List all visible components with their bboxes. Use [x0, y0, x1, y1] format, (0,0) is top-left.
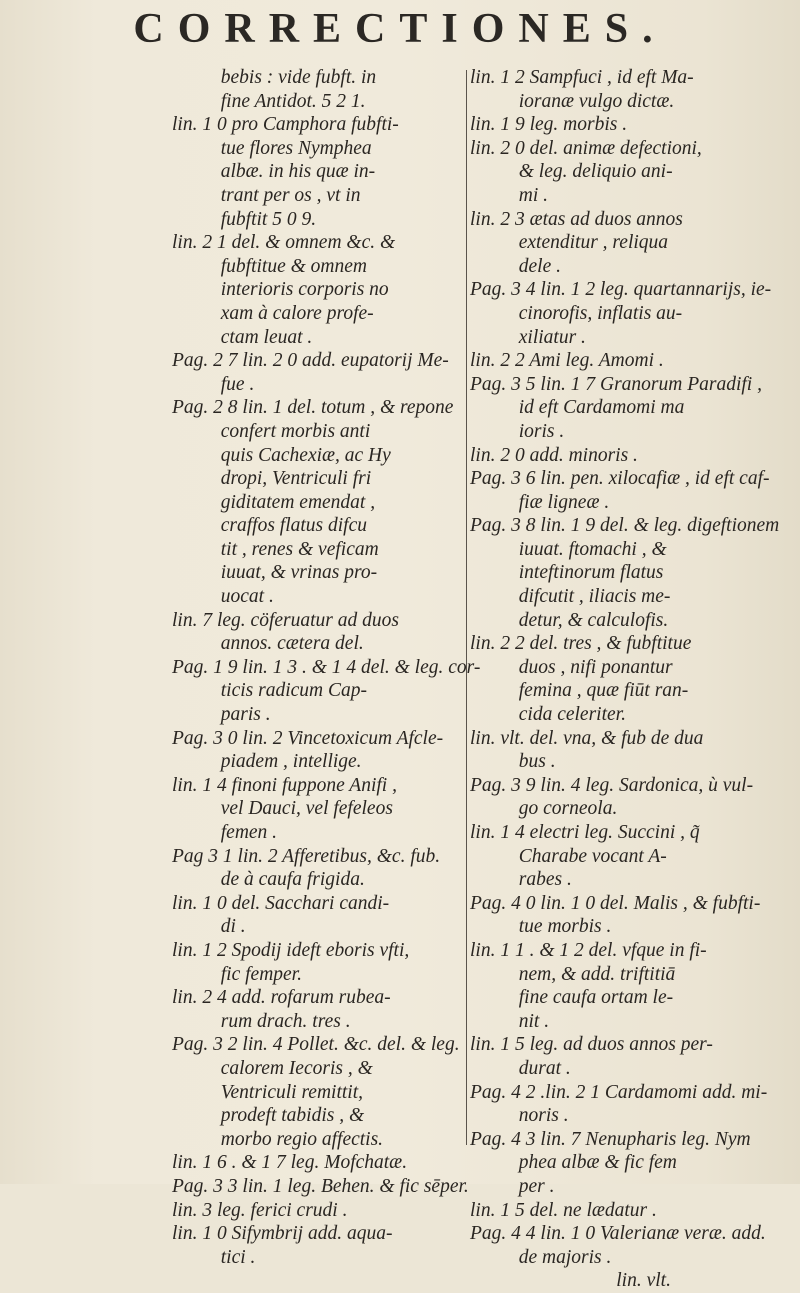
correction-line: paris .: [172, 704, 271, 726]
correction-line: lin. 2 2 Ami leg. Amomi .: [470, 350, 664, 372]
correction-line: prodeft tabidis , &: [172, 1105, 365, 1127]
correction-line: craffos flatus difcu: [172, 515, 367, 537]
correction-line: xiliatur .: [470, 326, 586, 348]
correction-line: extenditur , reliqua: [470, 232, 669, 254]
correction-line: rabes .: [470, 869, 572, 891]
correction-line: piadem , intellige.: [172, 751, 362, 773]
correction-line: Pag. 1 9 lin. 1 3 . & 1 4 del. & leg. cor-: [172, 656, 481, 678]
correction-line: trant per os , vt in: [172, 184, 361, 206]
correction-line: lin. 2 0 add. minoris .: [470, 444, 638, 466]
correction-line: lin. 2 3 ætas ad duos annos: [470, 208, 683, 230]
correction-line: Pag. 3 0 lin. 2 Vincetoxicum Afcle-: [172, 727, 444, 749]
correction-line: tue flores Nymphea: [172, 137, 372, 159]
correction-line: fue .: [172, 373, 255, 395]
correction-line: per .: [470, 1175, 555, 1197]
correction-line: Pag. 4 4 lin. 1 0 Valerianæ veræ. add.: [470, 1223, 766, 1245]
correction-line: Pag. 3 3 lin. 1 leg. Behen. & fic sēper.: [172, 1175, 469, 1197]
correction-line: lin. 1 4 electri leg. Succini , q̃: [470, 822, 700, 843]
correction-line: Pag. 3 4 lin. 1 2 leg. quartannarijs, ie-: [470, 279, 772, 301]
correction-line: Pag. 3 9 lin. 4 leg. Sardonica, ù vul-: [470, 774, 754, 796]
correction-line: bus .: [470, 751, 556, 773]
correction-line: lin. 1 5 del. ne lædatur .: [470, 1199, 657, 1221]
correction-line: ioris .: [470, 420, 565, 442]
correction-line: iuuat, & vrinas pro-: [172, 562, 378, 584]
correction-line: iuuat. ftomachi , &: [470, 538, 667, 560]
correction-line: femina , quæ fiūt ran-: [470, 680, 689, 702]
correction-line: Pag. 3 2 lin. 4 Pollet. &c. del. & leg.: [172, 1034, 460, 1056]
correction-line: lin. 2 2 del. tres , & fubftitue: [470, 633, 692, 655]
correction-line: tit , renes & veficam: [172, 538, 379, 560]
correction-line: calorem Iecoris , &: [172, 1057, 373, 1079]
right-column: [470, 66, 780, 1293]
correction-line: durat .: [470, 1057, 571, 1079]
correction-line: lin. vlt.: [470, 1270, 671, 1292]
correction-line: confert morbis anti: [172, 420, 371, 442]
correction-line: bebis : vide fubft. in: [172, 67, 377, 88]
correction-line: lin. 7 leg. cöferuatur ad duos: [172, 609, 399, 631]
correction-line: lin. 3 leg. ferici crudi .: [172, 1199, 348, 1221]
correction-line: fubftitue & omnem: [172, 255, 367, 277]
correction-line: lin. 1 1 . & 1 2 del. vfque in fi-: [470, 939, 707, 961]
correction-line: Pag. 2 8 lin. 1 del. totum , & repone: [172, 397, 454, 419]
correction-line: albæ. in his quæ in-: [172, 161, 376, 183]
correction-line: lin. 1 0 pro Camphora fubfti-: [172, 114, 399, 136]
correction-line: lin. 1 6 . & 1 7 leg. Mofchatæ.: [172, 1152, 408, 1174]
correction-line: xam à calore profe-: [172, 302, 374, 324]
correction-line: phea albæ & fic fem: [470, 1152, 677, 1174]
correction-line: Pag. 3 8 lin. 1 9 del. & leg. digeftionem: [470, 515, 780, 537]
correction-line: tue morbis .: [470, 916, 612, 938]
correction-line: de majoris .: [470, 1246, 612, 1268]
correction-line: Pag. 4 2 .lin. 2 1 Cardamomi add. mi-: [470, 1081, 768, 1103]
correction-line: giditatem emendat ,: [172, 491, 376, 513]
correction-line: ctam leuat .: [172, 326, 313, 348]
page-title: CORRECTIONES.: [133, 6, 667, 52]
correction-line: uocat .: [172, 586, 274, 608]
correction-line: noris .: [470, 1105, 569, 1127]
correction-line: di .: [172, 916, 246, 938]
correction-line: nit .: [470, 1010, 550, 1032]
correction-line: Pag. 2 7 lin. 2 0 add. eupatorij Me-: [172, 350, 449, 372]
correction-line: difcutit , iliacis me-: [470, 586, 671, 608]
correction-line: & leg. deliquio ani-: [470, 161, 673, 183]
correction-line: lin. 1 2 Sampfuci , id eft Ma-: [470, 67, 694, 88]
correction-line: id eft Cardamomi ma: [470, 397, 685, 419]
correction-line: duos , nifi ponantur: [470, 656, 673, 678]
correction-line: femen .: [172, 822, 278, 843]
correction-line: Pag. 3 6 lin. pen. xilocafiæ , id eft caf-: [470, 468, 770, 490]
correction-line: Pag. 4 0 lin. 1 0 del. Malis , & fubfti-: [470, 892, 761, 914]
left-column: [172, 66, 481, 1269]
correction-line: dropi, Ventriculi fri: [172, 468, 372, 490]
correction-line: rum drach. tres .: [172, 1010, 351, 1032]
correction-line: annos. cætera del.: [172, 633, 364, 655]
correction-line: lin. vlt. del. vna, & fub de dua: [470, 727, 704, 749]
correction-line: lin. 2 4 add. rofarum rubea-: [172, 987, 391, 1009]
correction-line: Charabe vocant A-: [470, 845, 667, 867]
correction-line: lin. 1 2 Spodij ideft eboris vfti,: [172, 939, 410, 961]
correction-line: tici .: [172, 1246, 256, 1268]
correction-line: vel Dauci, vel fefeleos: [172, 798, 393, 820]
correction-line: fine caufa ortam le-: [470, 987, 674, 1009]
correction-line: dele .: [470, 255, 561, 277]
correction-line: quis Cachexiæ, ac Hy: [172, 444, 391, 466]
correction-line: interioris corporis no: [172, 279, 389, 301]
correction-line: de à caufa frigida.: [172, 869, 365, 891]
correction-line: lin. 1 5 leg. ad duos annos per-: [470, 1034, 713, 1056]
column-divider: [466, 70, 467, 1145]
correction-line: lin. 2 1 del. & omnem &c. &: [172, 232, 396, 254]
correction-line: Pag 3 1 lin. 2 Afferetibus, &c. fub.: [172, 845, 441, 867]
correction-line: lin. 1 0 del. Sacchari candi-: [172, 892, 390, 914]
correction-line: fiæ ligneæ .: [470, 491, 610, 513]
correction-line: detur, & calculofis.: [470, 609, 669, 631]
correction-line: ioranæ vulgo dictæ.: [470, 90, 675, 112]
correction-line: go corneola.: [470, 798, 618, 820]
correction-line: morbo regio affectis.: [172, 1128, 384, 1150]
correction-line: mi .: [470, 184, 548, 206]
correction-line: lin. 1 9 leg. morbis .: [470, 114, 628, 136]
correction-line: Pag. 4 3 lin. 7 Nenupharis leg. Nym: [470, 1128, 751, 1150]
correction-line: fic femper.: [172, 963, 302, 985]
correction-line: Ventriculi remittit,: [172, 1081, 364, 1103]
correction-line: lin. 1 0 Sifymbrij add. aqua-: [172, 1223, 393, 1245]
correction-line: cida celeriter.: [470, 704, 626, 726]
correction-line: ticis radicum Cap-: [172, 680, 367, 702]
correction-line: inteftinorum flatus: [470, 562, 664, 584]
correction-line: lin. 1 4 finoni fuppone Anifi ,: [172, 774, 397, 796]
correction-line: cinorofis, inflatis au-: [470, 302, 683, 324]
correction-line: fine Antidot. 5 2 1.: [172, 90, 366, 112]
correction-line: lin. 2 0 del. animæ defectioni,: [470, 137, 702, 159]
correction-line: nem, & add. triftitiā: [470, 963, 676, 985]
correction-line: fubftit 5 0 9.: [172, 208, 317, 230]
correction-line: Pag. 3 5 lin. 1 7 Granorum Paradifi ,: [470, 373, 762, 395]
